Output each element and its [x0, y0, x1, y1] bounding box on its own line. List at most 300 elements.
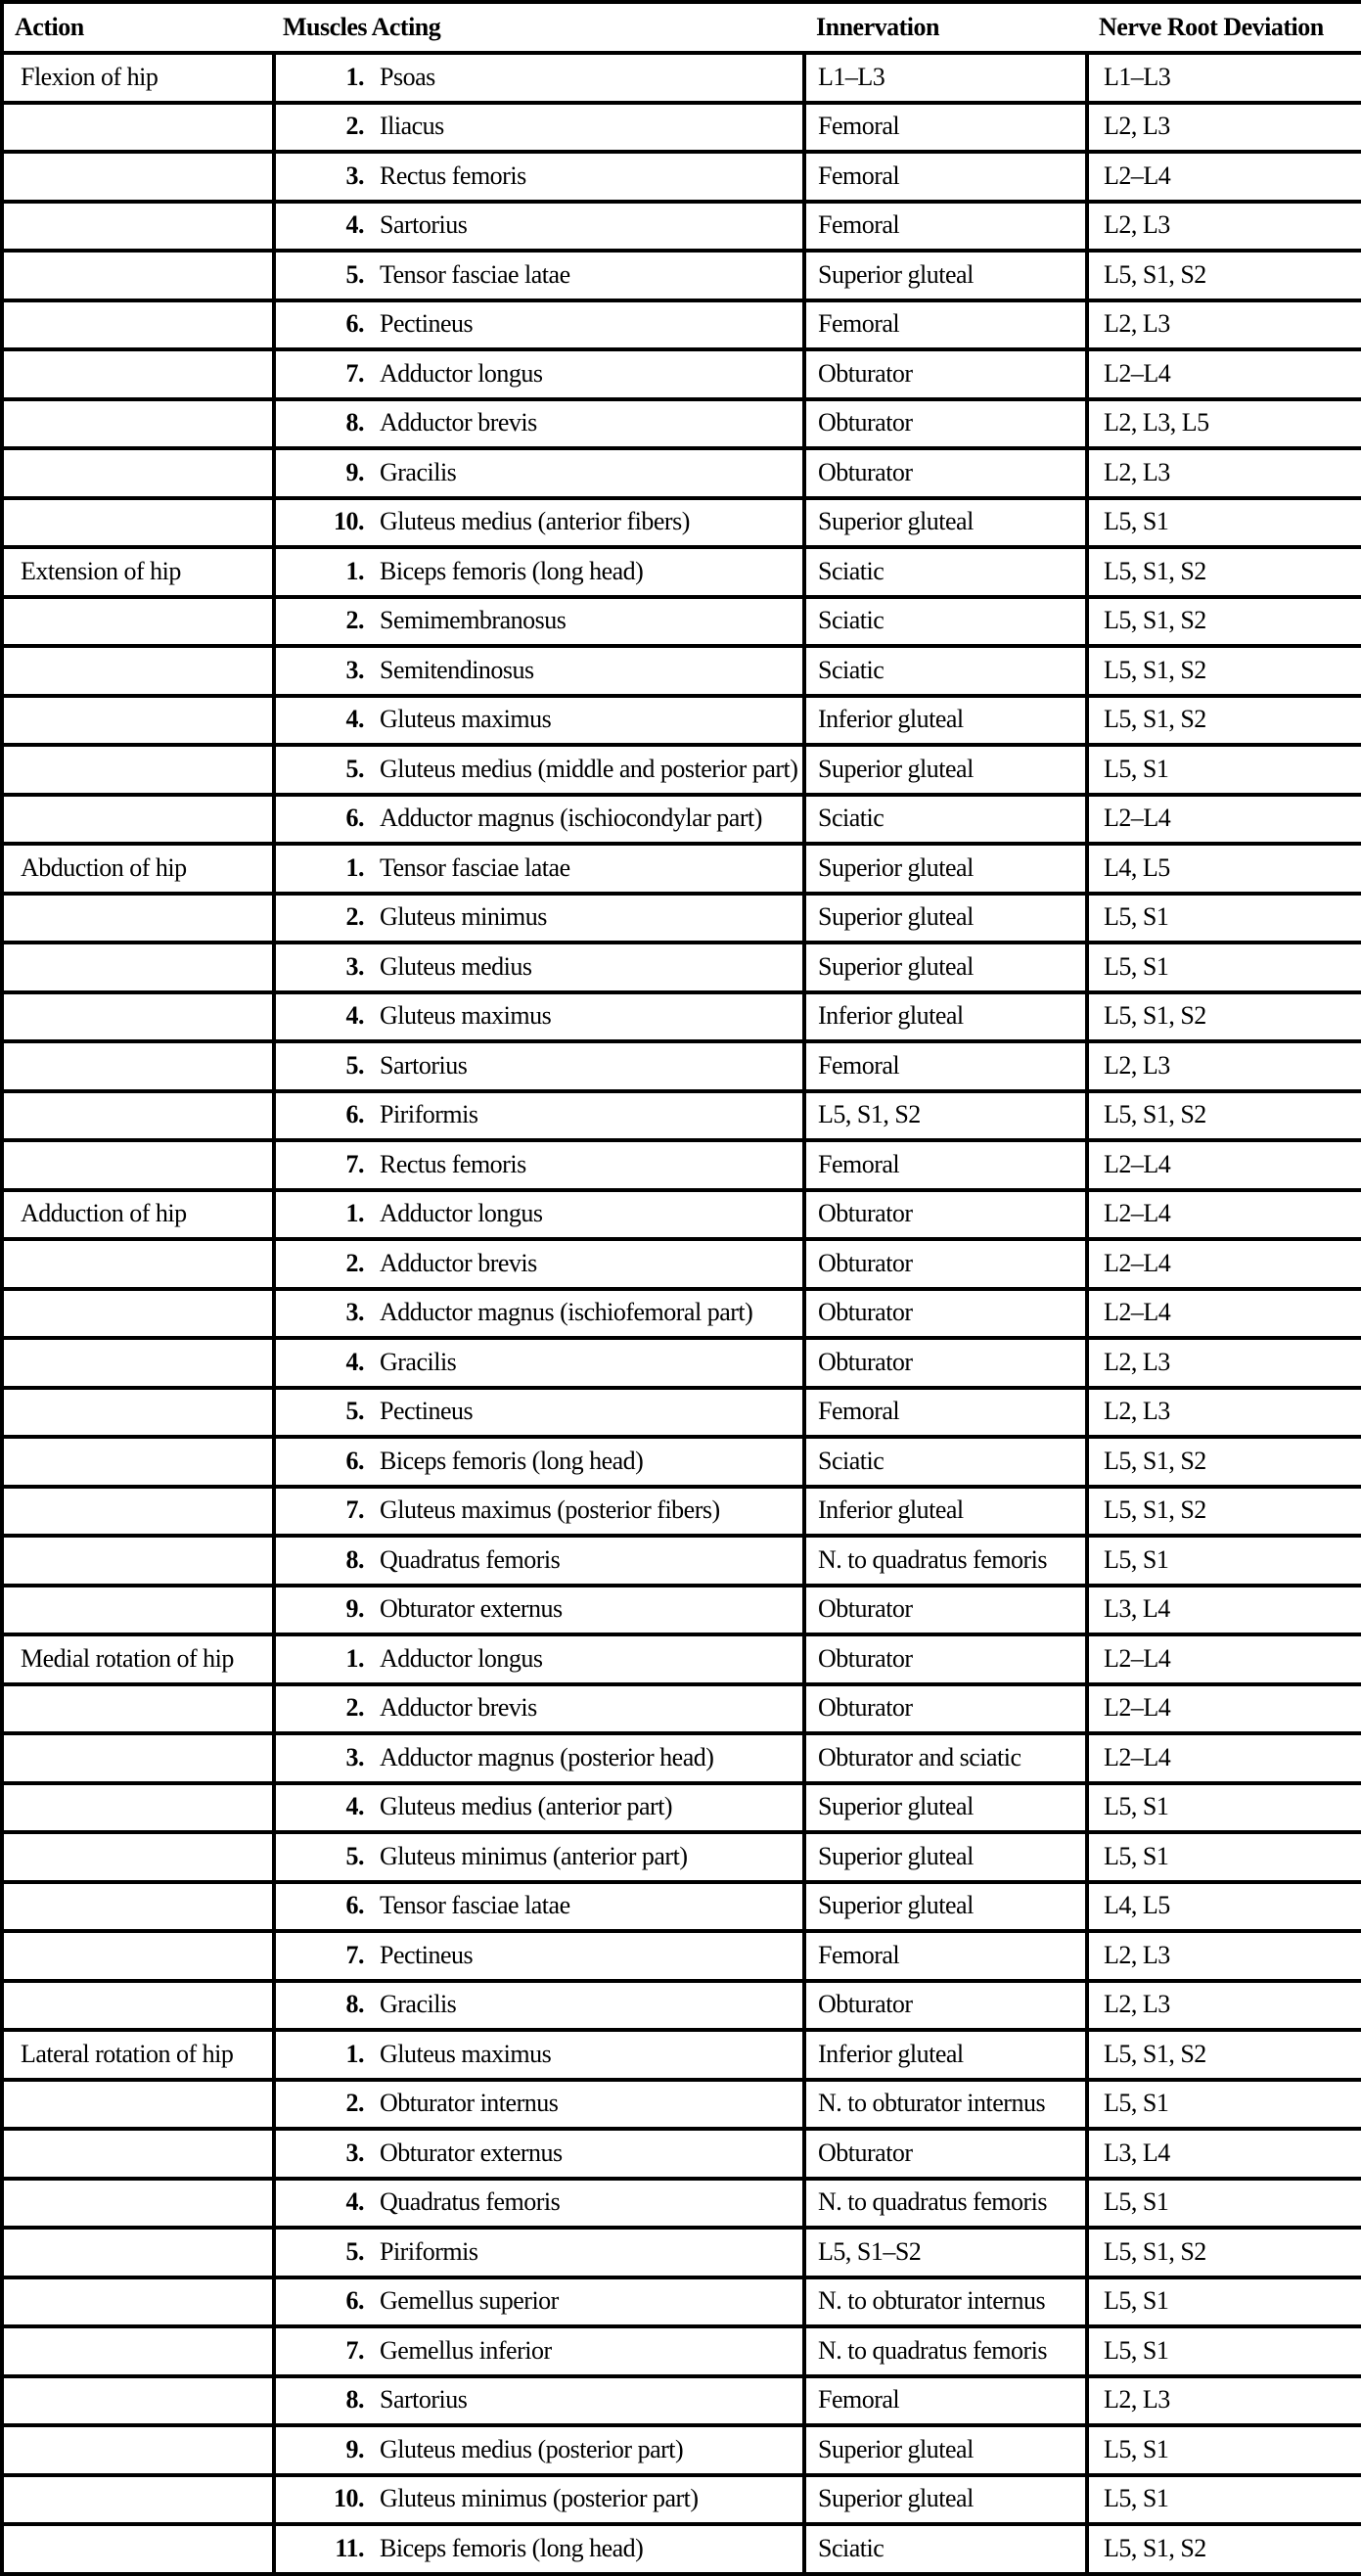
table-row [2, 1931, 1361, 1981]
muscle-cell [274, 1634, 804, 1684]
muscle-number: 5. [345, 754, 364, 783]
innervation-cell: Obturator [804, 1190, 1087, 1240]
action-cell: Medial rotation of hip [2, 1634, 274, 1684]
table-row [2, 1733, 1361, 1783]
nerve-roots-cell: L2–L4 [1087, 1684, 1361, 1734]
muscle-cell [274, 2277, 804, 2327]
muscle-number: 2. [345, 902, 364, 932]
nerve-roots-cell: L2–L4 [1087, 1190, 1361, 1240]
muscle-number: 7. [345, 1495, 364, 1525]
muscle-line [276, 1546, 802, 1575]
innervation-cell: Obturator [804, 1634, 1087, 1684]
nerve-roots-cell: L5, S1, S2 [1087, 2030, 1361, 2080]
header-row [2, 2, 1361, 53]
muscle-cell [274, 448, 804, 498]
muscle-line [276, 1595, 802, 1624]
nerve-roots-cell: L2, L3 [1087, 2376, 1361, 2426]
innervation-cell: Obturator [804, 1239, 1087, 1289]
muscle-cell [274, 2129, 804, 2179]
innervation-cell: Obturator and sciatic [804, 1733, 1087, 1783]
table-row [2, 2425, 1361, 2475]
muscle-name: Obturator externus [380, 1594, 563, 1624]
nerve-roots-cell: L5, S1 [1087, 2326, 1361, 2376]
innervation-cell: L5, S1–S2 [804, 2228, 1087, 2277]
muscle-line [276, 1052, 802, 1081]
muscle-cell [274, 349, 804, 399]
muscle-number: 7. [345, 358, 364, 388]
nerve-roots-cell: L5, S1 [1087, 1783, 1361, 1833]
action-cell [2, 448, 274, 498]
muscle-line [276, 854, 802, 883]
muscle-name: Gemellus inferior [380, 2335, 552, 2365]
muscle-number: 8. [345, 408, 364, 437]
innervation-cell: Superior gluteal [804, 2475, 1087, 2525]
muscle-name: Obturator externus [380, 2138, 563, 2167]
action-cell [2, 2425, 274, 2475]
muscle-number: 3. [345, 161, 364, 190]
action-cell [2, 399, 274, 449]
muscle-number: 6. [345, 804, 364, 833]
muscle-number: 7. [345, 1149, 364, 1178]
muscle-cell [274, 1487, 804, 1537]
muscle-cell [274, 1882, 804, 1932]
innervation-cell: L1–L3 [804, 53, 1087, 103]
muscle-number: 11. [335, 2534, 364, 2563]
nerve-roots-cell: L2, L3 [1087, 300, 1361, 350]
innervation-cell: Obturator [804, 1981, 1087, 2031]
muscle-number: 2. [345, 2089, 364, 2118]
muscle-name: Iliacus [380, 112, 444, 141]
nerve-roots-cell: L5, S1 [1087, 498, 1361, 548]
muscle-line [276, 756, 802, 784]
nerve-roots-cell: L2, L3 [1087, 202, 1361, 252]
innervation-cell: L5, S1, S2 [804, 1091, 1087, 1141]
muscle-cell [274, 844, 804, 894]
muscle-cell [274, 894, 804, 943]
muscle-cell [274, 1388, 804, 1438]
action-cell [2, 103, 274, 153]
action-cell [2, 349, 274, 399]
muscle-cell [274, 943, 804, 992]
muscle-name: Sartorius [380, 210, 468, 240]
muscle-line [276, 1744, 802, 1772]
innervation-cell: Femoral [804, 202, 1087, 252]
muscle-line [276, 1892, 802, 1920]
action-cell [2, 1091, 274, 1141]
muscle-cell [274, 547, 804, 597]
muscle-cell [274, 1733, 804, 1783]
muscle-line [276, 1299, 802, 1327]
muscle-cell [274, 1239, 804, 1289]
muscle-line [276, 1349, 802, 1377]
muscle-number: 3. [345, 655, 364, 684]
muscle-name: Piriformis [380, 2236, 478, 2266]
muscle-cell [274, 1586, 804, 1635]
action-cell [2, 1487, 274, 1537]
nerve-roots-cell: L2, L3 [1087, 1338, 1361, 1388]
innervation-cell: Femoral [804, 1140, 1087, 1190]
muscle-cell [274, 646, 804, 696]
table-row [2, 2129, 1361, 2179]
muscle-number: 1. [345, 1199, 364, 1228]
muscle-name: Pectineus [380, 1397, 474, 1426]
muscle-name: Gracilis [380, 457, 457, 486]
muscle-name: Gracilis [380, 1347, 457, 1376]
nerve-roots-cell: L2–L4 [1087, 1733, 1361, 1783]
table-row [2, 2179, 1361, 2229]
muscle-cell [274, 300, 804, 350]
muscle-cell [274, 2524, 804, 2574]
nerve-roots-cell: L4, L5 [1087, 844, 1361, 894]
action-cell [2, 2376, 274, 2426]
table-row [2, 1634, 1361, 1684]
muscle-cell [274, 2030, 804, 2080]
table-row [2, 53, 1361, 103]
muscle-line [276, 2238, 802, 2267]
muscle-line [276, 360, 802, 389]
muscle-number: 3. [345, 951, 364, 981]
nerve-roots-cell: L5, S1 [1087, 2475, 1361, 2525]
muscle-line [276, 459, 802, 487]
action-cell [2, 251, 274, 300]
muscle-number: 4. [345, 705, 364, 734]
innervation-cell: Inferior gluteal [804, 2030, 1087, 2080]
table-row [2, 2326, 1361, 2376]
table-row [2, 1437, 1361, 1487]
innervation-cell: Inferior gluteal [804, 992, 1087, 1042]
muscle-number: 8. [345, 1990, 364, 2019]
muscle-line [276, 657, 802, 685]
muscle-name: Adductor brevis [380, 408, 537, 437]
muscle-cell [274, 1437, 804, 1487]
muscle-number: 9. [345, 2434, 364, 2463]
innervation-cell: Superior gluteal [804, 1882, 1087, 1932]
action-cell: Lateral rotation of hip [2, 2030, 274, 2080]
muscle-cell [274, 2179, 804, 2229]
muscle-line [276, 1250, 802, 1278]
innervation-cell: N. to obturator internus [804, 2277, 1087, 2327]
nerve-roots-cell: L2–L4 [1087, 795, 1361, 845]
table-row [2, 2524, 1361, 2574]
muscle-number: 1. [345, 556, 364, 585]
action-cell [2, 795, 274, 845]
nerve-roots-cell: L5, S1 [1087, 2179, 1361, 2229]
muscle-number: 4. [345, 2187, 364, 2217]
nerve-roots-cell: L5, S1, S2 [1087, 992, 1361, 1042]
muscle-name: Piriformis [380, 1100, 478, 1129]
muscle-cell [274, 202, 804, 252]
muscle-line [276, 2337, 802, 2366]
muscle-name: Pectineus [380, 309, 474, 339]
table-body [2, 53, 1361, 2574]
action-cell [2, 2277, 274, 2327]
innervation-cell: Obturator [804, 349, 1087, 399]
muscle-name: Gluteus maximus [380, 705, 552, 734]
muscle-name: Rectus femoris [380, 1149, 526, 1178]
innervation-cell: Superior gluteal [804, 1783, 1087, 1833]
innervation-cell: Sciatic [804, 795, 1087, 845]
muscle-name: Quadratus femoris [380, 2187, 561, 2217]
muscle-cell [274, 696, 804, 746]
muscle-number: 1. [345, 1643, 364, 1673]
nerve-roots-cell: L5, S1 [1087, 2080, 1361, 2130]
nerve-roots-cell: L5, S1 [1087, 943, 1361, 992]
column-header-action: Action [2, 2, 274, 53]
nerve-roots-cell: L5, S1, S2 [1087, 2524, 1361, 2574]
muscle-name: Gluteus minimus (anterior part) [380, 1841, 688, 1870]
muscle-name: Gluteus medius (anterior part) [380, 1792, 673, 1821]
innervation-cell: Femoral [804, 103, 1087, 153]
muscle-line [276, 2287, 802, 2316]
muscle-line [276, 1101, 802, 1129]
nerve-roots-cell: L2, L3 [1087, 1981, 1361, 2031]
muscle-line [276, 1991, 802, 2019]
muscle-line [276, 2041, 802, 2069]
nerve-roots-cell: L5, S1, S2 [1087, 696, 1361, 746]
muscle-number: 6. [345, 1891, 364, 1920]
innervation-cell: Femoral [804, 300, 1087, 350]
muscle-name: Adductor brevis [380, 1248, 537, 1277]
action-cell [2, 696, 274, 746]
table-row [2, 992, 1361, 1042]
muscle-cell [274, 2326, 804, 2376]
innervation-cell: Femoral [804, 1041, 1087, 1091]
muscle-name: Biceps femoris (long head) [380, 1446, 644, 1475]
action-cell [2, 1981, 274, 2031]
muscle-line [276, 1694, 802, 1723]
nerve-roots-cell: L5, S1, S2 [1087, 251, 1361, 300]
nerve-roots-cell: L5, S1 [1087, 2425, 1361, 2475]
muscle-name: Quadratus femoris [380, 1544, 561, 1574]
muscle-cell [274, 2425, 804, 2475]
nerve-roots-cell: L5, S1, S2 [1087, 2228, 1361, 2277]
muscle-line [276, 1645, 802, 1674]
muscle-name: Gemellus superior [380, 2286, 559, 2316]
muscle-name: Gluteus maximus [380, 1001, 552, 1031]
action-cell [2, 1931, 274, 1981]
innervation-cell: Superior gluteal [804, 2425, 1087, 2475]
nerve-roots-cell: L2–L4 [1087, 349, 1361, 399]
muscle-name: Adductor magnus (ischiocondylar part) [380, 804, 762, 833]
nerve-roots-cell: L5, S1 [1087, 894, 1361, 943]
nerve-roots-cell: L2, L3, L5 [1087, 399, 1361, 449]
muscle-line [276, 64, 802, 92]
muscle-line [276, 1793, 802, 1821]
innervation-cell: Femoral [804, 2376, 1087, 2426]
muscle-name: Tensor fasciae latae [380, 852, 570, 882]
muscle-cell [274, 399, 804, 449]
table-row [2, 696, 1361, 746]
nerve-roots-cell: L5, S1 [1087, 2277, 1361, 2327]
action-cell [2, 1388, 274, 1438]
action-cell [2, 2228, 274, 2277]
muscle-line [276, 310, 802, 339]
muscle-cell [274, 1190, 804, 1240]
action-cell [2, 2080, 274, 2130]
table-row [2, 349, 1361, 399]
table-row [2, 1832, 1361, 1882]
action-cell [2, 1289, 274, 1339]
muscle-name: Psoas [380, 62, 435, 91]
action-cell [2, 1832, 274, 1882]
muscle-line [276, 508, 802, 536]
muscle-name: Gluteus minimus [380, 902, 547, 932]
muscle-number: 4. [345, 1001, 364, 1031]
muscle-line [276, 903, 802, 932]
muscle-number: 2. [345, 1693, 364, 1723]
muscle-name: Biceps femoris (long head) [380, 556, 644, 585]
muscle-number: 5. [345, 259, 364, 289]
muscle-line [276, 2436, 802, 2464]
table-row [2, 844, 1361, 894]
muscle-cell [274, 498, 804, 548]
action-cell: Extension of hip [2, 547, 274, 597]
muscle-number: 6. [345, 2286, 364, 2316]
nerve-roots-cell: L3, L4 [1087, 1586, 1361, 1635]
action-cell: Flexion of hip [2, 53, 274, 103]
muscle-cell [274, 53, 804, 103]
table-row [2, 448, 1361, 498]
muscle-name: Adductor brevis [380, 1693, 537, 1723]
muscle-name: Adductor magnus (posterior head) [380, 1742, 714, 1771]
nerve-roots-cell: L5, S1, S2 [1087, 547, 1361, 597]
table-row [2, 2277, 1361, 2327]
table-row [2, 1190, 1361, 1240]
action-cell [2, 152, 274, 202]
nerve-roots-cell: L2–L4 [1087, 152, 1361, 202]
muscle-cell [274, 597, 804, 647]
muscle-number: 4. [345, 210, 364, 240]
muscle-name: Semitendinosus [380, 655, 534, 684]
muscle-number: 8. [345, 1544, 364, 1574]
muscle-line [276, 2535, 802, 2563]
muscle-name: Adductor longus [380, 1643, 543, 1673]
nerve-roots-cell: L5, S1 [1087, 1536, 1361, 1586]
muscle-cell [274, 1536, 804, 1586]
table-row [2, 2228, 1361, 2277]
table-row [2, 745, 1361, 795]
muscle-line [276, 1942, 802, 1970]
muscle-number: 2. [345, 112, 364, 141]
nerve-roots-cell: L2–L4 [1087, 1239, 1361, 1289]
action-cell [2, 1338, 274, 1388]
innervation-cell: Superior gluteal [804, 844, 1087, 894]
muscle-number: 10. [334, 507, 364, 536]
muscle-name: Sartorius [380, 2385, 468, 2415]
action-cell [2, 2129, 274, 2179]
innervation-cell: N. to quadratus femoris [804, 2179, 1087, 2229]
muscle-cell [274, 103, 804, 153]
innervation-cell: Sciatic [804, 547, 1087, 597]
innervation-cell: Obturator [804, 2129, 1087, 2179]
muscle-line [276, 2188, 802, 2217]
muscle-number: 5. [345, 1397, 364, 1426]
table-row [2, 597, 1361, 647]
column-header-muscles-acting: Muscles Acting [274, 2, 804, 53]
innervation-cell: Superior gluteal [804, 251, 1087, 300]
muscle-cell [274, 795, 804, 845]
innervation-cell: Superior gluteal [804, 1832, 1087, 1882]
table-row [2, 152, 1361, 202]
table-row [2, 1487, 1361, 1537]
muscle-name: Sartorius [380, 1050, 468, 1080]
muscle-line [276, 261, 802, 290]
muscle-cell [274, 745, 804, 795]
innervation-cell: Superior gluteal [804, 894, 1087, 943]
muscle-line [276, 607, 802, 635]
muscle-cell [274, 992, 804, 1042]
nerve-roots-cell: L2–L4 [1087, 1140, 1361, 1190]
table-row [2, 498, 1361, 548]
innervation-cell: N. to quadratus femoris [804, 1536, 1087, 1586]
table-row [2, 1388, 1361, 1438]
table-row [2, 1684, 1361, 1734]
muscle-number: 7. [345, 1940, 364, 1969]
muscle-name: Pectineus [380, 1940, 474, 1969]
table-row [2, 894, 1361, 943]
innervation-cell: Obturator [804, 448, 1087, 498]
action-cell [2, 1239, 274, 1289]
innervation-cell: Inferior gluteal [804, 696, 1087, 746]
nerve-roots-cell: L4, L5 [1087, 1882, 1361, 1932]
action-cell [2, 1437, 274, 1487]
muscle-line [276, 2485, 802, 2513]
muscle-cell [274, 2228, 804, 2277]
muscle-line [276, 1843, 802, 1871]
table-row [2, 1041, 1361, 1091]
action-cell [2, 646, 274, 696]
muscle-cell [274, 1091, 804, 1141]
action-cell [2, 2326, 274, 2376]
table-row [2, 1338, 1361, 1388]
action-cell: Adduction of hip [2, 1190, 274, 1240]
nerve-roots-cell: L1–L3 [1087, 53, 1361, 103]
muscle-name: Gluteus maximus [380, 2039, 552, 2068]
muscle-number: 8. [345, 2385, 364, 2415]
nerve-roots-cell: L5, S1, S2 [1087, 597, 1361, 647]
table-row [2, 1783, 1361, 1833]
nerve-roots-cell: L2, L3 [1087, 1931, 1361, 1981]
table-row [2, 1289, 1361, 1339]
muscle-cell [274, 1289, 804, 1339]
muscle-number: 9. [345, 1594, 364, 1624]
muscle-line [276, 2090, 802, 2118]
action-cell [2, 1733, 274, 1783]
action-cell [2, 894, 274, 943]
innervation-cell: N. to quadratus femoris [804, 2326, 1087, 2376]
muscle-number: 7. [345, 2335, 364, 2365]
nerve-roots-cell: L5, S1 [1087, 745, 1361, 795]
muscle-name: Gracilis [380, 1990, 457, 2019]
table-row [2, 103, 1361, 153]
table-row [2, 399, 1361, 449]
muscle-line [276, 409, 802, 437]
muscle-number: 10. [334, 2484, 364, 2513]
muscle-number: 1. [345, 852, 364, 882]
nerve-roots-cell: L5, S1, S2 [1087, 646, 1361, 696]
table-row [2, 1140, 1361, 1190]
muscle-number: 6. [345, 309, 364, 339]
muscle-number: 6. [345, 1100, 364, 1129]
table-row [2, 795, 1361, 845]
innervation-cell: N. to obturator internus [804, 2080, 1087, 2130]
action-cell [2, 1684, 274, 1734]
muscle-cell [274, 1041, 804, 1091]
nerve-roots-cell: L2, L3 [1087, 103, 1361, 153]
muscle-number: 5. [345, 1050, 364, 1080]
muscle-cell [274, 2376, 804, 2426]
table-row [2, 1882, 1361, 1932]
